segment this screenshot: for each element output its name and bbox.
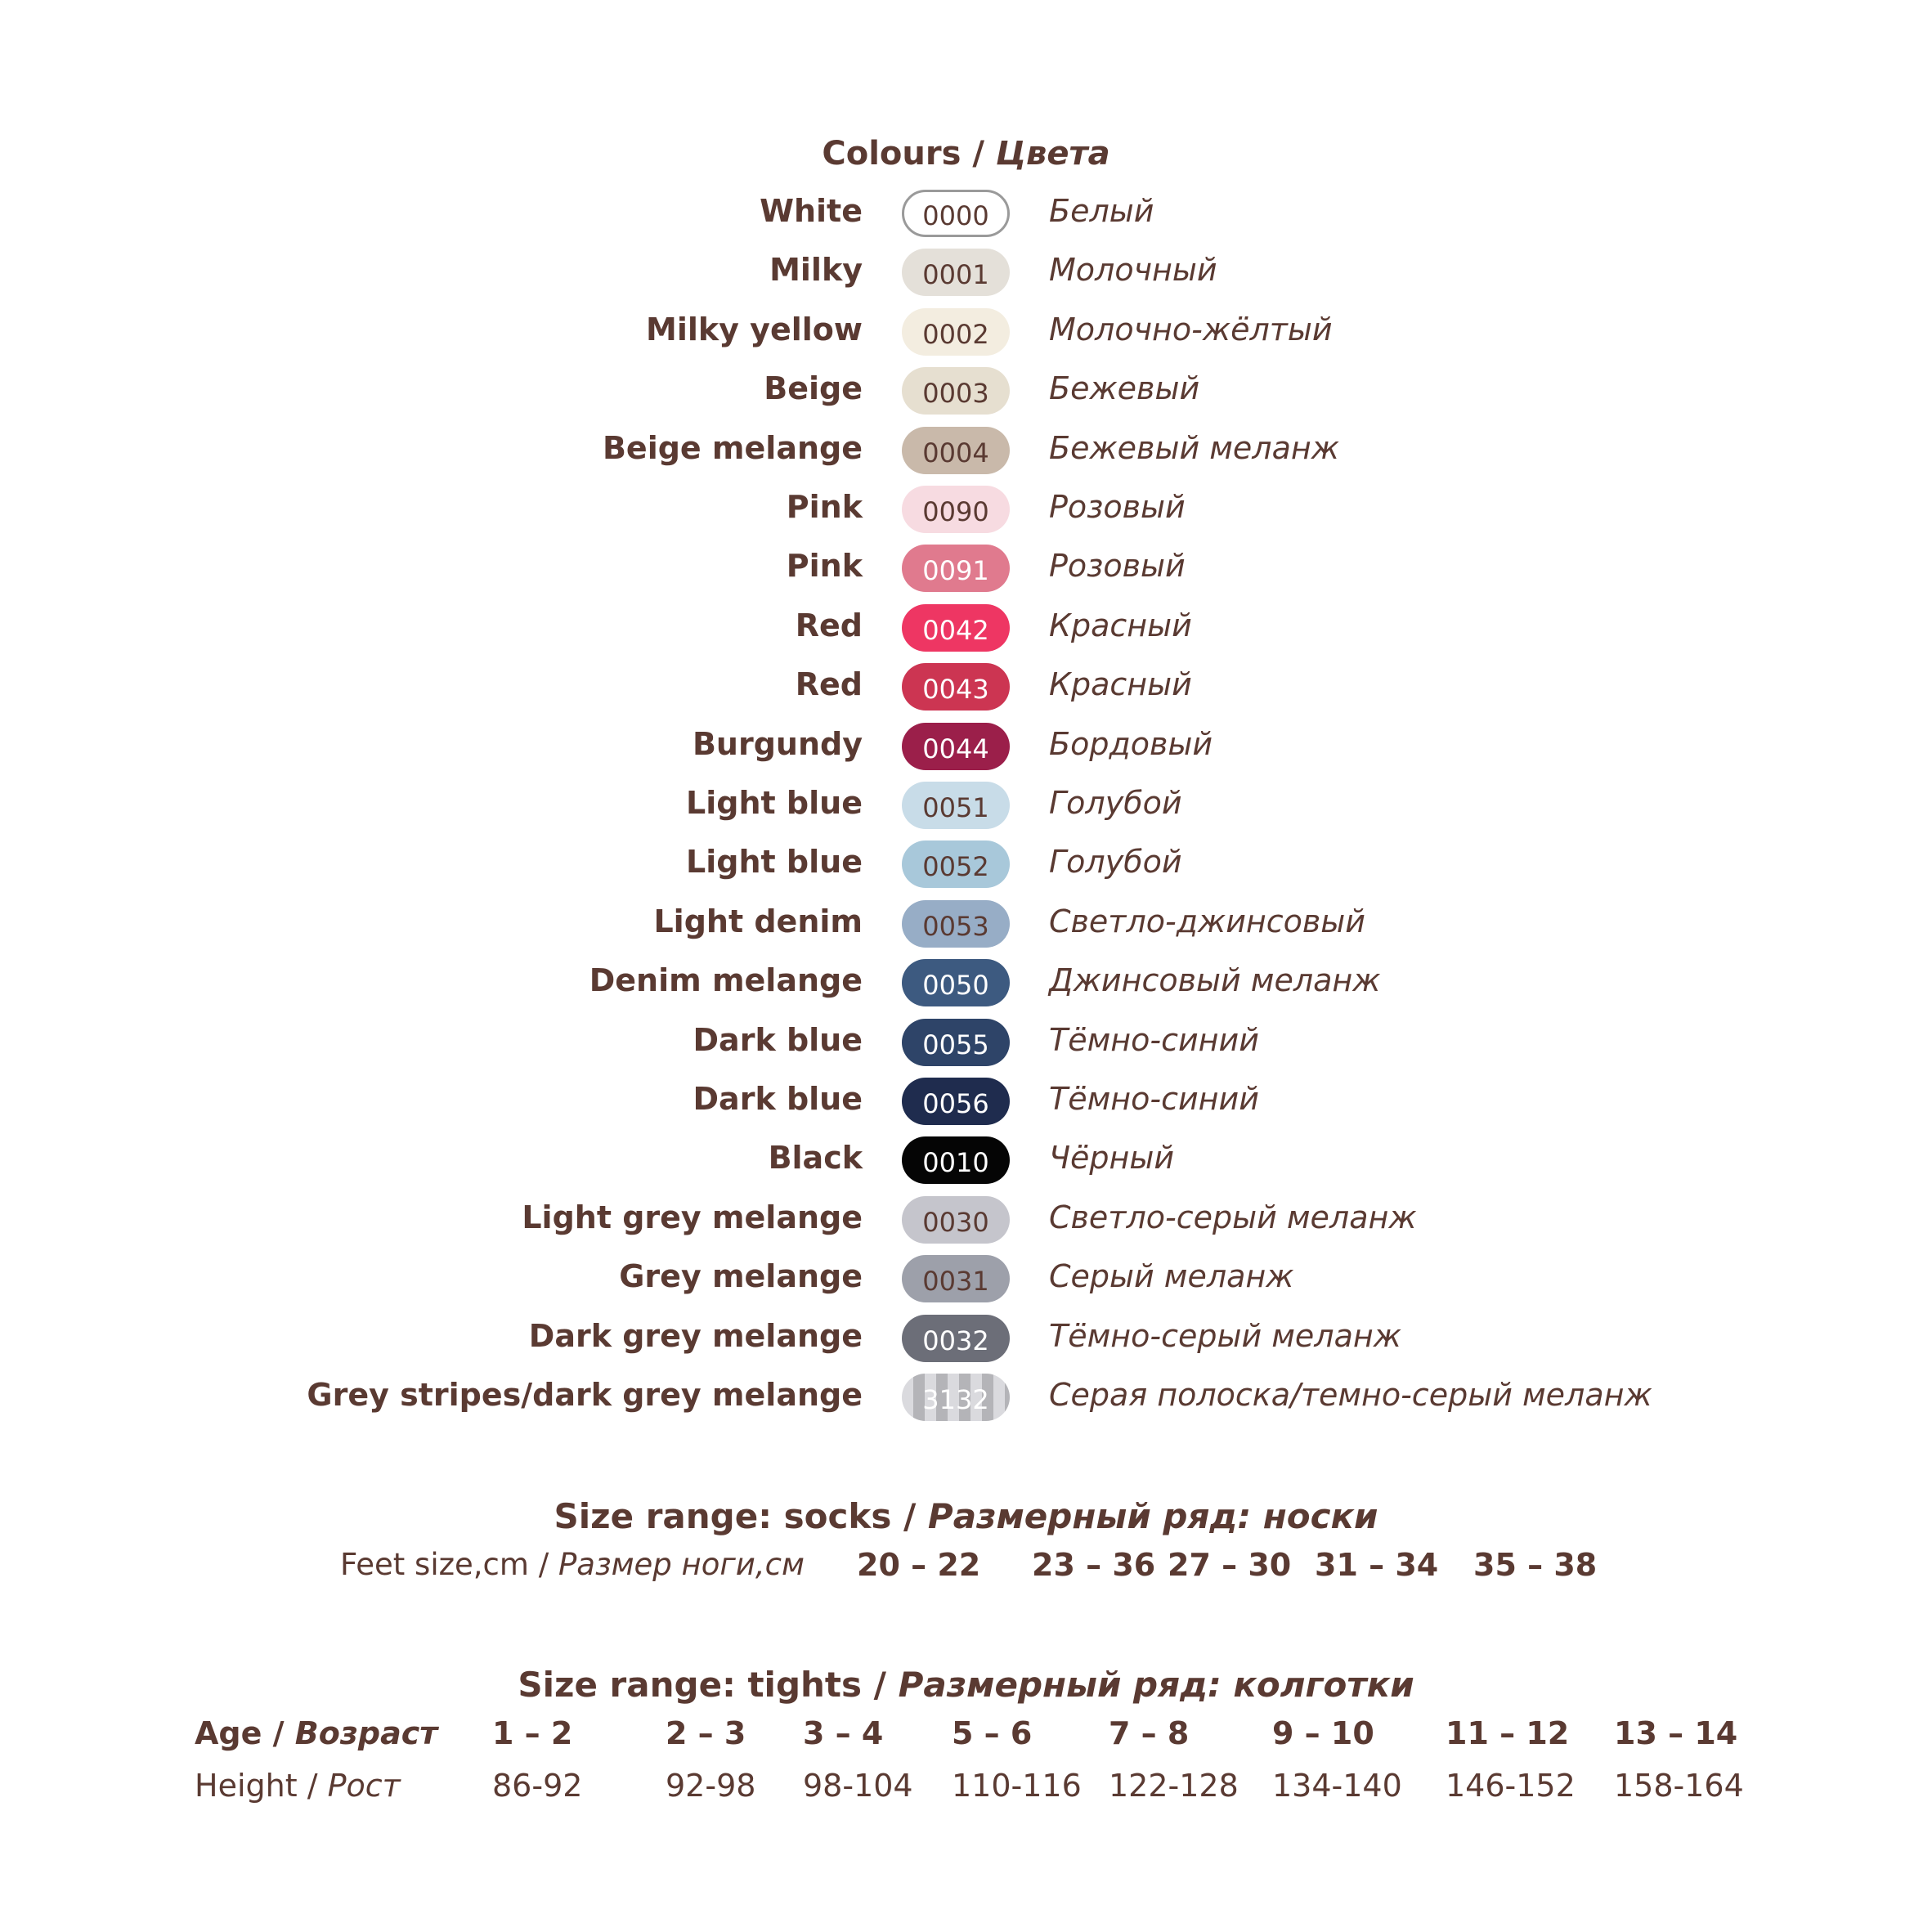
tights-size-title [0, 1665, 1932, 1705]
colours-title-en: Colours [822, 135, 962, 173]
colour-row [0, 481, 1932, 540]
age-label-ru: Возраст [294, 1715, 438, 1751]
colour-row [0, 1250, 1932, 1309]
colour-name-en: Denim melange [589, 962, 863, 999]
height-value: 92-98 [666, 1768, 756, 1804]
colour-row [0, 1073, 1932, 1132]
height-value: 86-92 [492, 1768, 583, 1804]
tights-title-separator: / [862, 1665, 899, 1705]
colour-row [0, 1310, 1932, 1369]
colour-swatch [902, 367, 1010, 415]
height-label-separator: / [297, 1768, 328, 1804]
colour-swatch [902, 308, 1010, 356]
colour-code: 0055 [922, 1029, 989, 1060]
colour-name-en: Grey melange [619, 1258, 863, 1295]
colour-name-en: White [760, 193, 863, 229]
colour-name-ru: Голубой [1049, 844, 1182, 881]
feet-size-value: 27 – 30 [1168, 1547, 1292, 1583]
feet-size-value: 20 – 22 [857, 1547, 981, 1583]
colour-swatch [902, 959, 1010, 1006]
feet-label-en: Feet size,cm [340, 1547, 529, 1582]
colour-code: 0051 [922, 792, 989, 823]
age-value: 13 – 14 [1614, 1715, 1738, 1751]
feet-size-value: 31 – 34 [1315, 1547, 1439, 1583]
colour-swatch [902, 249, 1010, 296]
colours-title [0, 135, 1932, 173]
colour-row [0, 836, 1932, 894]
height-value: 146-152 [1446, 1768, 1576, 1804]
colour-swatch [902, 427, 1010, 474]
colour-name-en: Light blue [686, 844, 863, 881]
colour-code: 0056 [922, 1088, 989, 1119]
height-value: 158-164 [1614, 1768, 1744, 1804]
colour-swatch [902, 486, 1010, 533]
colour-code: 0091 [922, 555, 989, 587]
colour-name-en: Dark blue [693, 1021, 863, 1058]
colour-code: 0032 [922, 1325, 989, 1356]
colour-name-en: Dark grey melange [528, 1317, 863, 1354]
colour-name-ru: Розовый [1049, 489, 1186, 525]
colour-name-en: Light denim [653, 903, 863, 939]
height-value: 110-116 [952, 1768, 1082, 1804]
colour-swatch [902, 1136, 1010, 1184]
age-label [195, 1715, 437, 1751]
colour-code: 0000 [922, 200, 989, 231]
colour-name-ru: Белый [1049, 193, 1154, 229]
feet-size-row [0, 1547, 1932, 1596]
colour-swatch [902, 900, 1010, 948]
colour-row [0, 777, 1932, 836]
colour-row [0, 895, 1932, 954]
colour-name-en: Pink [786, 548, 863, 585]
colour-code: 0052 [922, 851, 989, 883]
colour-row [0, 540, 1932, 598]
colour-name-ru: Светло-серый меланж [1049, 1199, 1417, 1235]
age-value: 2 – 3 [666, 1715, 746, 1751]
colour-name-en: Grey stripes/dark grey melange [307, 1377, 863, 1413]
colour-name-ru: Чёрный [1049, 1140, 1175, 1177]
colour-name-en: Light grey melange [522, 1199, 863, 1235]
colour-code: 0090 [922, 496, 989, 527]
colour-code: 0044 [922, 733, 989, 764]
colour-name-en: Milky [769, 252, 863, 289]
colour-name-en: Beige melange [602, 429, 863, 466]
colour-name-ru: Молочно-жёлтый [1049, 311, 1333, 347]
colour-code: 0031 [922, 1266, 989, 1298]
age-value: 5 – 6 [952, 1715, 1033, 1751]
feet-size-value: 35 – 38 [1473, 1547, 1598, 1583]
colour-code: 0043 [922, 674, 989, 706]
colour-row [0, 1014, 1932, 1073]
tights-title-en: Size range: tights [518, 1665, 862, 1705]
colour-code: 0001 [922, 259, 989, 291]
colour-name-en: Dark blue [693, 1081, 863, 1117]
colour-row [0, 599, 1932, 658]
colour-swatch [902, 663, 1010, 710]
colours-title-separator: / [961, 135, 996, 173]
age-value: 9 – 10 [1272, 1715, 1374, 1751]
colour-swatch [902, 782, 1010, 829]
feet-label-separator: / [528, 1547, 558, 1582]
height-value: 98-104 [803, 1768, 913, 1804]
colour-swatch [902, 1315, 1010, 1362]
age-value: 1 – 2 [492, 1715, 573, 1751]
colour-row [0, 303, 1932, 362]
colour-name-en: Black [768, 1140, 863, 1177]
colour-name-en: Milky yellow [646, 311, 863, 347]
age-value: 7 – 8 [1109, 1715, 1190, 1751]
colour-swatch [902, 1255, 1010, 1302]
colour-name-ru: Голубой [1049, 785, 1182, 821]
colour-code: 0050 [922, 970, 989, 1002]
feet-size-label [340, 1547, 805, 1582]
colour-name-ru: Розовый [1049, 548, 1186, 585]
colour-swatch [902, 1196, 1010, 1244]
age-value: 3 – 4 [803, 1715, 884, 1751]
socks-title-separator: / [891, 1496, 928, 1536]
socks-title-ru: Размерный ряд: носки [927, 1496, 1378, 1536]
colour-name-ru: Бежевый меланж [1049, 429, 1339, 466]
colour-name-ru: Красный [1049, 607, 1192, 643]
colour-row [0, 658, 1932, 717]
height-label-en: Height [195, 1768, 298, 1804]
colour-name-ru: Серая полоска/темно-серый меланж [1049, 1377, 1652, 1413]
colour-name-en: Red [795, 666, 863, 703]
colour-code: 0010 [922, 1147, 989, 1179]
colour-code: 0004 [922, 437, 989, 468]
colour-name-ru: Серый меланж [1049, 1258, 1294, 1295]
colour-name-ru: Тёмно-серый меланж [1049, 1317, 1401, 1354]
colour-swatch [902, 190, 1010, 237]
age-label-separator: / [262, 1715, 295, 1751]
colour-code: 3132 [922, 1384, 989, 1415]
socks-title-en: Size range: socks [554, 1496, 892, 1536]
colour-code: 0030 [922, 1206, 989, 1238]
colour-swatch [902, 723, 1010, 770]
height-row [0, 1768, 1932, 1817]
colour-row [0, 422, 1932, 481]
tights-title-ru: Размерный ряд: колготки [898, 1665, 1414, 1705]
colour-row [0, 1369, 1932, 1428]
colour-swatch [902, 1374, 1010, 1421]
colour-name-en: Light blue [686, 785, 863, 821]
height-value: 134-140 [1272, 1768, 1402, 1804]
colour-row [0, 185, 1932, 244]
colour-name-ru: Джинсовый меланж [1049, 962, 1381, 999]
colour-row [0, 954, 1932, 1013]
feet-label-ru: Размер ноги,см [558, 1547, 805, 1582]
age-label-en: Age [195, 1715, 262, 1751]
colour-code: 0003 [922, 378, 989, 410]
colour-name-en: Pink [786, 489, 863, 525]
colour-code: 0002 [922, 318, 989, 350]
height-label-ru: Рост [327, 1768, 401, 1804]
colour-swatch [902, 840, 1010, 888]
colour-swatch [902, 1078, 1010, 1125]
colour-swatch [902, 604, 1010, 652]
colour-name-en: Red [795, 607, 863, 643]
colours-title-ru: Цвета [995, 135, 1110, 173]
colour-name-ru: Бежевый [1049, 370, 1200, 407]
colour-row [0, 1132, 1932, 1190]
colour-name-en: Beige [764, 370, 863, 407]
age-value: 11 – 12 [1446, 1715, 1570, 1751]
colour-swatch [902, 545, 1010, 592]
colour-name-en: Burgundy [692, 725, 863, 762]
height-value: 122-128 [1109, 1768, 1239, 1804]
colour-name-ru: Красный [1049, 666, 1192, 703]
colour-code: 0053 [922, 910, 989, 942]
colour-row [0, 1191, 1932, 1250]
colour-name-ru: Молочный [1049, 252, 1217, 289]
colour-row [0, 718, 1932, 777]
colour-name-ru: Тёмно-синий [1049, 1021, 1259, 1058]
colour-swatch [902, 1019, 1010, 1066]
colour-name-ru: Светло-джинсовый [1049, 903, 1365, 939]
colour-name-ru: Бордовый [1049, 725, 1213, 762]
feet-size-value: 23 – 36 [1032, 1547, 1156, 1583]
colour-row [0, 362, 1932, 421]
colour-code: 0042 [922, 614, 989, 646]
colour-name-ru: Тёмно-синий [1049, 1081, 1259, 1117]
age-row [0, 1715, 1932, 1764]
socks-size-title [0, 1496, 1932, 1536]
height-label [195, 1768, 401, 1804]
colour-row [0, 244, 1932, 303]
